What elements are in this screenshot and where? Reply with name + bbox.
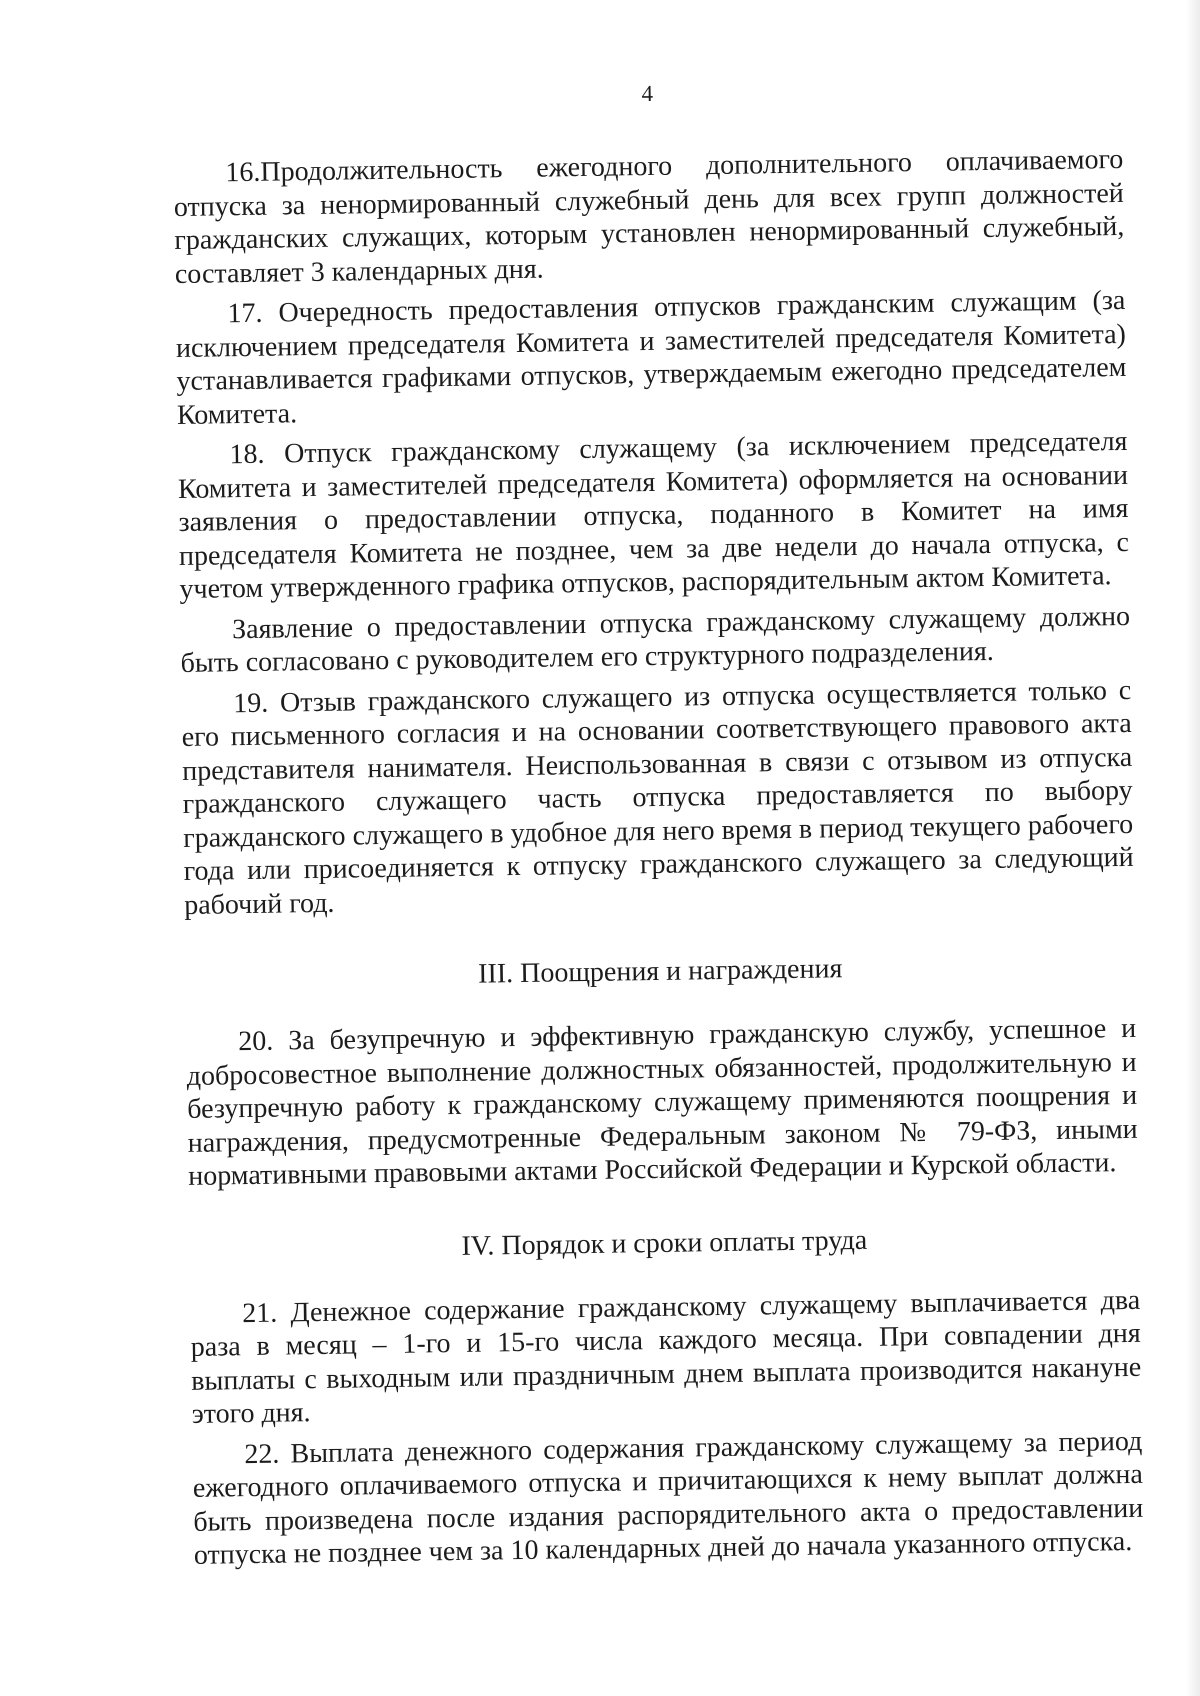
paragraph-20: 20. За безупречную и эффективную гражданскую службу, успешное и добросовестное выполнение должностных обязанностей, продолжительную и безупречную работу к гражданскому служащему применяются поощрения и награждения, предусмотренные Федеральным законом № 79-ФЗ, иными нормативными правовыми актами Российской Федерации и Курской области. (186, 1012, 1138, 1192)
paragraph-19: 19. Отзыв гражданского служащего из отпуска осуществляется только с его письменного согласия и на основании соответствующего правового акта представителя нанимателя. Неиспользованная в связи с отзывом из отпуска гражданского служащего часть отпуска предоставляется по выбору гражданского служащего в удобное для него время в период текущего рабочего года или присоединяется к отпуску гражданского служащего за следующий рабочий год. (181, 674, 1134, 921)
section-rewards (185, 948, 1138, 1194)
paragraph-22: 22. Выплата денежного содержания гражданскому служащему за период ежегодного оплачиваемого отпуска и причитающихся к нему выплат должна быть произведена после издания распорядительного акта о предоставлении отпуска не позднее чем за 10 календарных дней до начала указанного отпуска. (192, 1425, 1144, 1571)
section-heading-rewards: III. Поощрения и награждения (477, 953, 843, 990)
section-payment (189, 1219, 1144, 1572)
paragraph-21: 21. Денежное содержание гражданскому служащему выплачивается два раза в месяц – 1-го и 15-го числа каждого месяца. При совпадении дня выплаты с выходным или праздничным днем выплата производится накануне этого дня. (190, 1284, 1142, 1430)
paragraph-18: 18. Отпуск гражданскому служащему (за исключением председателя Комитета и заместителей председателя Комитета) оформляется на основании заявления о предоставлении отпуска, поданного в Комитет на имя председателя Комитета не позднее, чем за две недели до начала отпуска, с учетом утвержденного графика отпусков, распорядительным актом Комитета. (177, 425, 1130, 605)
section-heading-payment: IV. Порядок и сроки оплаты труда (461, 1224, 868, 1262)
paragraph-17: 17. Очередность предоставления отпусков гражданским служащим (за исключением председателя Комитета и заместителей председателя Комитета) устанавливается графиками отпусков, утверждаемым ежегодно председателем Комитета. (175, 284, 1127, 431)
document-body (172, 71, 1144, 1579)
section-vacation-rules (173, 143, 1134, 922)
scan-page-edge (1186, 0, 1200, 1696)
page-number: 4 (641, 80, 654, 107)
paragraph-16: 16.Продолжительность ежегодного дополнительного оплачиваемого отпуска за ненормированный служебный день для всех групп должностей гражданских служащих, которым установлен ненормированный служебный, составляет 3 календарных дня. (173, 143, 1125, 290)
paragraph-18-application: Заявление о предоставлении отпуска гражданскому служащему должно быть согласовано с руководителем его структурного подразделения. (180, 600, 1131, 679)
